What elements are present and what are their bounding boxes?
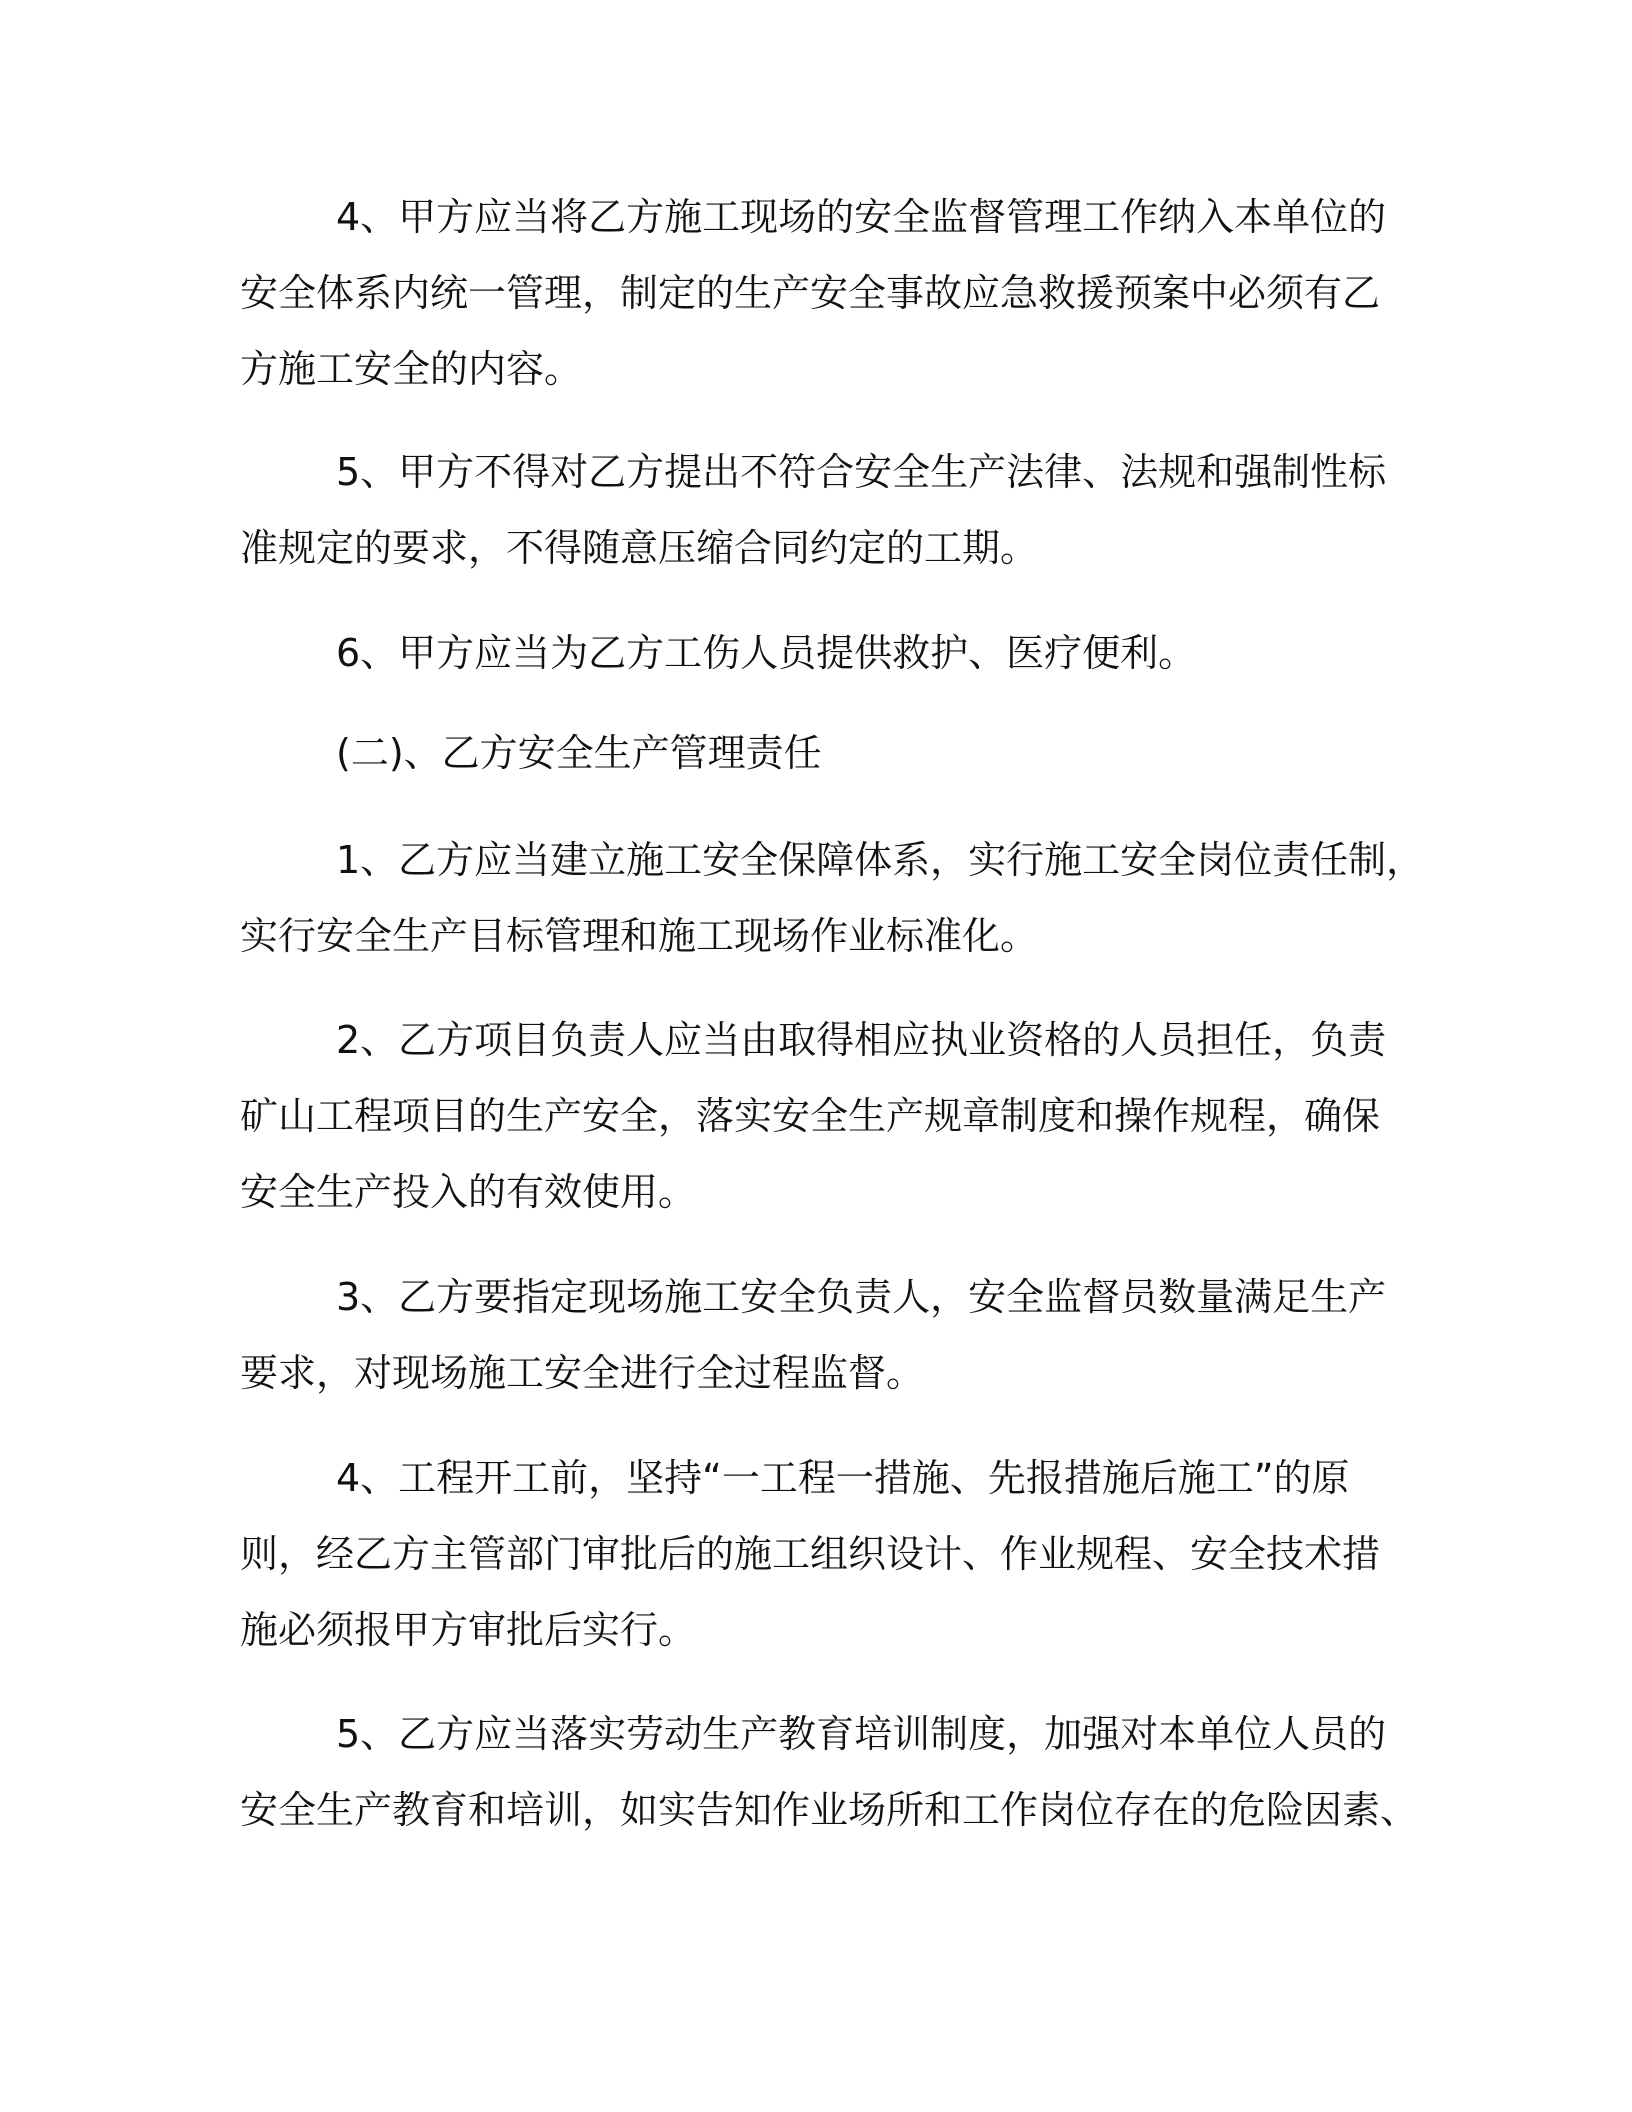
section-heading: (二)、乙方安全生产管理责任 — [336, 731, 822, 775]
paragraph-6-line-2: 矿山工程项目的生产安全，落实安全生产规章制度和操作规程，确保 — [240, 1094, 1381, 1138]
paragraph-1-line-3: 方施工安全的内容。 — [240, 347, 583, 391]
paragraph-5-line-1: 1、乙方应当建立施工安全保障体系，实行施工安全岗位责任制， — [336, 838, 1425, 882]
paragraph-2-line-1: 5、甲方不得对乙方提出不符合安全生产法律、法规和强制性标 — [336, 450, 1387, 494]
paragraph-9-line-1: 5、乙方应当落实劳动生产教育培训制度，加强对本单位人员的 — [336, 1712, 1387, 1756]
paragraph-8-line-2: 则，经乙方主管部门审批后的施工组织设计、作业规程、安全技术措 — [240, 1532, 1381, 1576]
paragraph-8-line-3: 施必须报甲方审批后实行。 — [240, 1608, 697, 1652]
paragraph-6-line-1: 2、乙方项目负责人应当由取得相应执业资格的人员担任，负责 — [336, 1018, 1387, 1062]
paragraph-9-line-2: 安全生产教育和培训，如实告知作业场所和工作岗位存在的危险因素、 — [240, 1788, 1419, 1832]
paragraph-1-line-2: 安全体系内统一管理，制定的生产安全事故应急救援预案中必须有乙 — [240, 271, 1381, 315]
paragraph-1-line-1: 4、甲方应当将乙方施工现场的安全监督管理工作纳入本单位的 — [336, 195, 1387, 239]
paragraph-8-line-1: 4、工程开工前，坚持“一工程一措施、先报措施后施工”的原 — [336, 1456, 1350, 1500]
paragraph-7-line-2: 要求，对现场施工安全进行全过程监督。 — [240, 1351, 925, 1395]
paragraph-2-line-2: 准规定的要求，不得随意压缩合同约定的工期。 — [240, 526, 1039, 570]
paragraph-3-line-1: 6、甲方应当为乙方工伤人员提供救护、医疗便利。 — [336, 631, 1197, 675]
paragraph-7-line-1: 3、乙方要指定现场施工安全负责人，安全监督员数量满足生产 — [336, 1275, 1387, 1319]
paragraph-6-line-3: 安全生产投入的有效使用。 — [240, 1170, 697, 1214]
paragraph-5-line-2: 实行安全生产目标管理和施工现场作业标准化。 — [240, 914, 1039, 958]
